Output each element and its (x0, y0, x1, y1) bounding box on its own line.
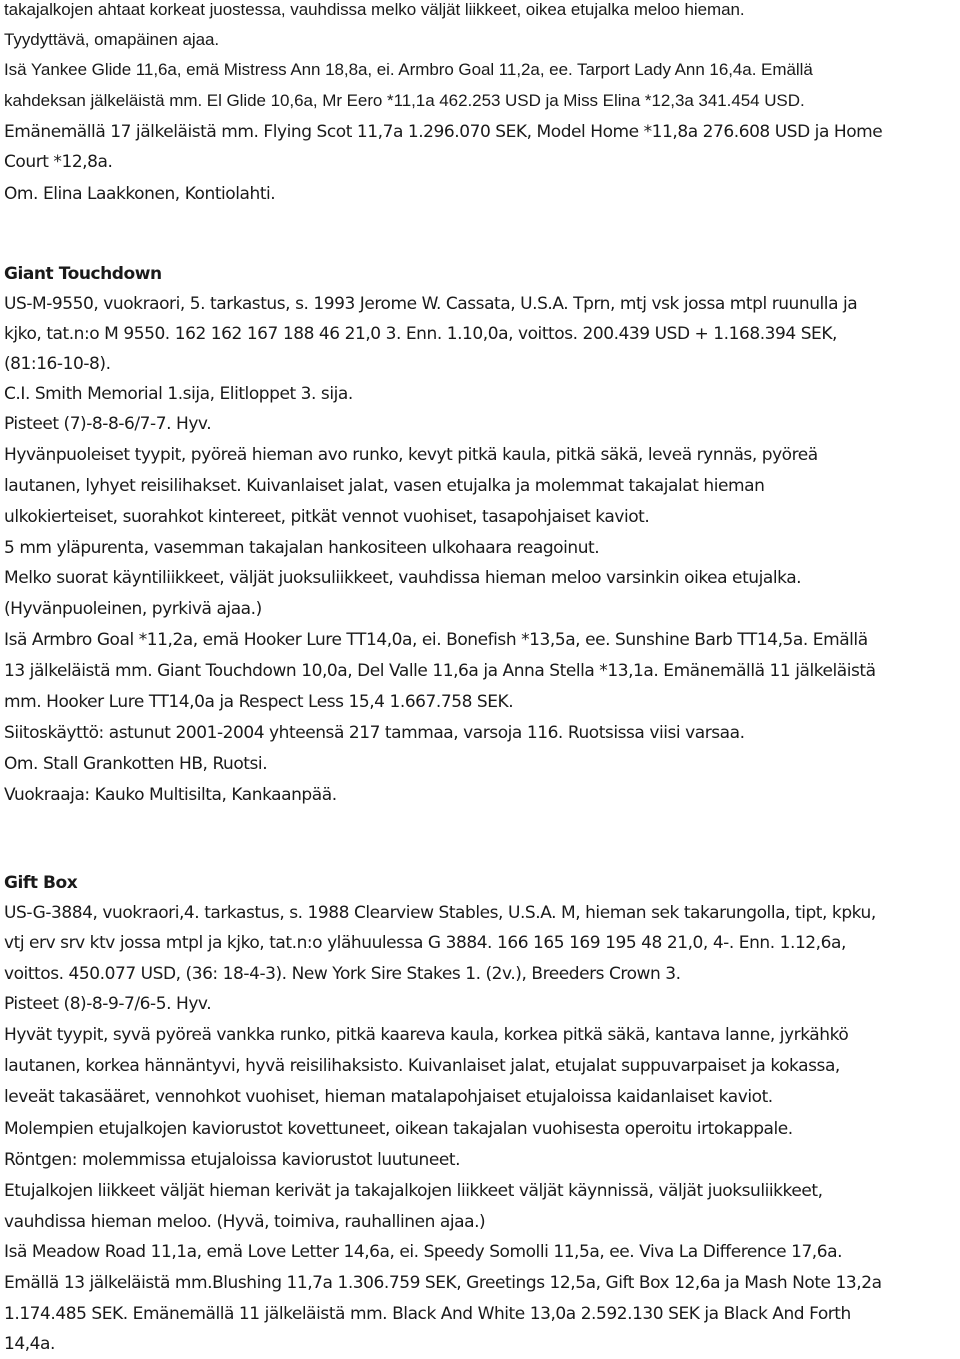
giant-touchdown-line-3: (81:16-10-8). (4, 354, 111, 374)
gift-box-line-10: Etujalkojen liikkeet väljät hieman kerivät ja takajalkojen liikkeet väljät käynnissä, väljät juoksuliikkeet, (4, 1181, 823, 1201)
giant-touchdown-line-16: Om. Stall Grankotten HB, Ruotsi. (4, 754, 268, 774)
gift-box-line-4: Pisteet (8)-8-9-7/6-5. Hyv. (4, 994, 212, 1014)
giant-touchdown-line-12: Isä Armbro Goal *11,2a, emä Hooker Lure TT14,0a, ei. Bonefish *13,5a, ee. Sunshine Barb TT14,5a. Emällä (4, 630, 868, 650)
top-line-7: Om. Elina Laakkonen, Kontiolahti. (4, 184, 276, 204)
gift-box-line-8: Molempien etujalkojen kaviorustot kovettuneet, oikean takajalan vuohisesta operoitu irtokappale. (4, 1119, 793, 1139)
giant-touchdown-line-14: mm. Hooker Lure TT14,0a ja Respect Less 15,4 1.667.758 SEK. (4, 692, 514, 712)
top-line-3: Isä Yankee Glide 11,6a, emä Mistress Ann 18,8a, ei. Armbro Goal 11,2a, ee. Tarport Lady Ann 16,4a. Emällä (4, 60, 813, 79)
giant-touchdown-line-4: C.I. Smith Memorial 1.sija, Elitloppet 3. sija. (4, 384, 353, 404)
gift-box-line-12: Isä Meadow Road 11,1a, emä Love Letter 14,6a, ei. Speedy Somolli 11,5a, ee. Viva La Difference 17,6a. (4, 1242, 843, 1262)
giant-touchdown-line-2: kjko, tat.n:o M 9550. 162 162 167 188 46 21,0 3. Enn. 1.10,0a, voittos. 200.439 USD + 1.168.394 SEK, (4, 324, 837, 344)
gift-box-line-9: Röntgen: molemmissa etujaloissa kaviorustot luutuneet. (4, 1150, 461, 1170)
top-line-1: takajalkojen ahtaat korkeat juostessa, vauhdissa melko väljät liikkeet, oikea etujalka meloo hieman. (4, 0, 745, 19)
giant-touchdown-line-15: Siitoskäyttö: astunut 2001-2004 yhteensä 217 tammaa, varsoja 116. Ruotsissa viisi varsaa. (4, 723, 745, 743)
gift-box-title: Gift Box (4, 873, 78, 893)
giant-touchdown-line-6: Hyvänpuoleiset tyypit, pyöreä hieman avo runko, kevyt pitkä kaula, pitkä säkä, leveä rynnäs, pyöreä (4, 445, 818, 465)
top-line-4: kahdeksan jälkeläistä mm. El Glide 10,6a, Mr Eero *11,1a 462.253 USD ja Miss Elina *12,3a 341.454 USD. (4, 91, 805, 110)
gift-box-line-1: US-G-3884, vuokraori,4. tarkastus, s. 1988 Clearview Stables, U.S.A. M, hieman sek takarungolla, tipt, kpku, (4, 903, 876, 923)
top-line-5: Emänemällä 17 jälkeläistä mm. Flying Scot 11,7a 1.296.070 SEK, Model Home *11,8a 276.608 USD ja Home (4, 122, 883, 142)
gift-box-line-6: lautanen, korkea hännäntyvi, hyvä reisilihaksisto. Kuivanlaiset jalat, etujalat suppuvarpaiset ja kokassa, (4, 1056, 840, 1076)
gift-box-line-11: vauhdissa hieman meloo. (Hyvä, toimiva, rauhallinen ajaa.) (4, 1212, 486, 1232)
giant-touchdown-line-10: Melko suorat käyntiliikkeet, väljät juoksuliikkeet, vauhdissa hieman meloo varsinkin oikea etujalka. (4, 568, 802, 588)
giant-touchdown-line-13: 13 jälkeläistä mm. Giant Touchdown 10,0a, Del Valle 11,6a ja Anna Stella *13,1a. Emänemällä 11 jälkeläistä (4, 661, 876, 681)
gift-box-line-5: Hyvät tyypit, syvä pyöreä vankka runko, pitkä kaareva kaula, korkea pitkä säkä, kantava lanne, jyrkähkö (4, 1025, 849, 1045)
giant-touchdown-line-1: US-M-9550, vuokraori, 5. tarkastus, s. 1993 Jerome W. Cassata, U.S.A. Tprn, mtj vsk jossa mtpl ruunulla ja (4, 294, 858, 314)
giant-touchdown-line-17: Vuokraaja: Kauko Multisilta, Kankaanpää. (4, 785, 337, 805)
gift-box-line-3: voittos. 450.077 USD, (36: 18-4-3). New York Sire Stakes 1. (2v.), Breeders Crown 3. (4, 964, 681, 984)
top-line-2: Tyydyttävä, omapäinen ajaa. (4, 30, 220, 49)
gift-box-line-15: 14,4a. (4, 1334, 55, 1354)
giant-touchdown-line-8: ulkokierteiset, suorahkot kintereet, pitkät vennot vuohiset, tasapohjaiset kaviot. (4, 507, 650, 527)
giant-touchdown-title: Giant Touchdown (4, 264, 162, 284)
gift-box-line-7: leveät takasääret, vennohkot vuohiset, hieman matalapohjaiset etujaloissa kaidanlaiset kaviot. (4, 1087, 773, 1107)
gift-box-line-14: 1.174.485 SEK. Emänemällä 11 jälkeläistä mm. Black And White 13,0a 2.592.130 SEK ja Black And Forth (4, 1304, 851, 1324)
giant-touchdown-line-9: 5 mm yläpurenta, vasemman takajalan hankositeen ulkohaara reagoinut. (4, 538, 600, 558)
gift-box-line-13: Emällä 13 jälkeläistä mm.Blushing 11,7a 1.306.759 SEK, Greetings 12,5a, Gift Box 12,6a ja Mash Note 13,2a (4, 1273, 882, 1293)
giant-touchdown-line-11: (Hyvänpuoleinen, pyrkivä ajaa.) (4, 599, 262, 619)
gift-box-line-2: vtj erv srv ktv jossa mtpl ja kjko, tat.n:o ylähuulessa G 3884. 166 165 169 195 48 21,0, 4-. Enn. 1.12,6a, (4, 933, 846, 953)
giant-touchdown-line-7: lautanen, lyhyet reisilihakset. Kuivanlaiset jalat, vasen etujalka ja molemmat takajalat hieman (4, 476, 765, 496)
top-line-6: Court *12,8a. (4, 152, 113, 172)
giant-touchdown-line-5: Pisteet (7)-8-8-6/7-7. Hyv. (4, 414, 212, 434)
